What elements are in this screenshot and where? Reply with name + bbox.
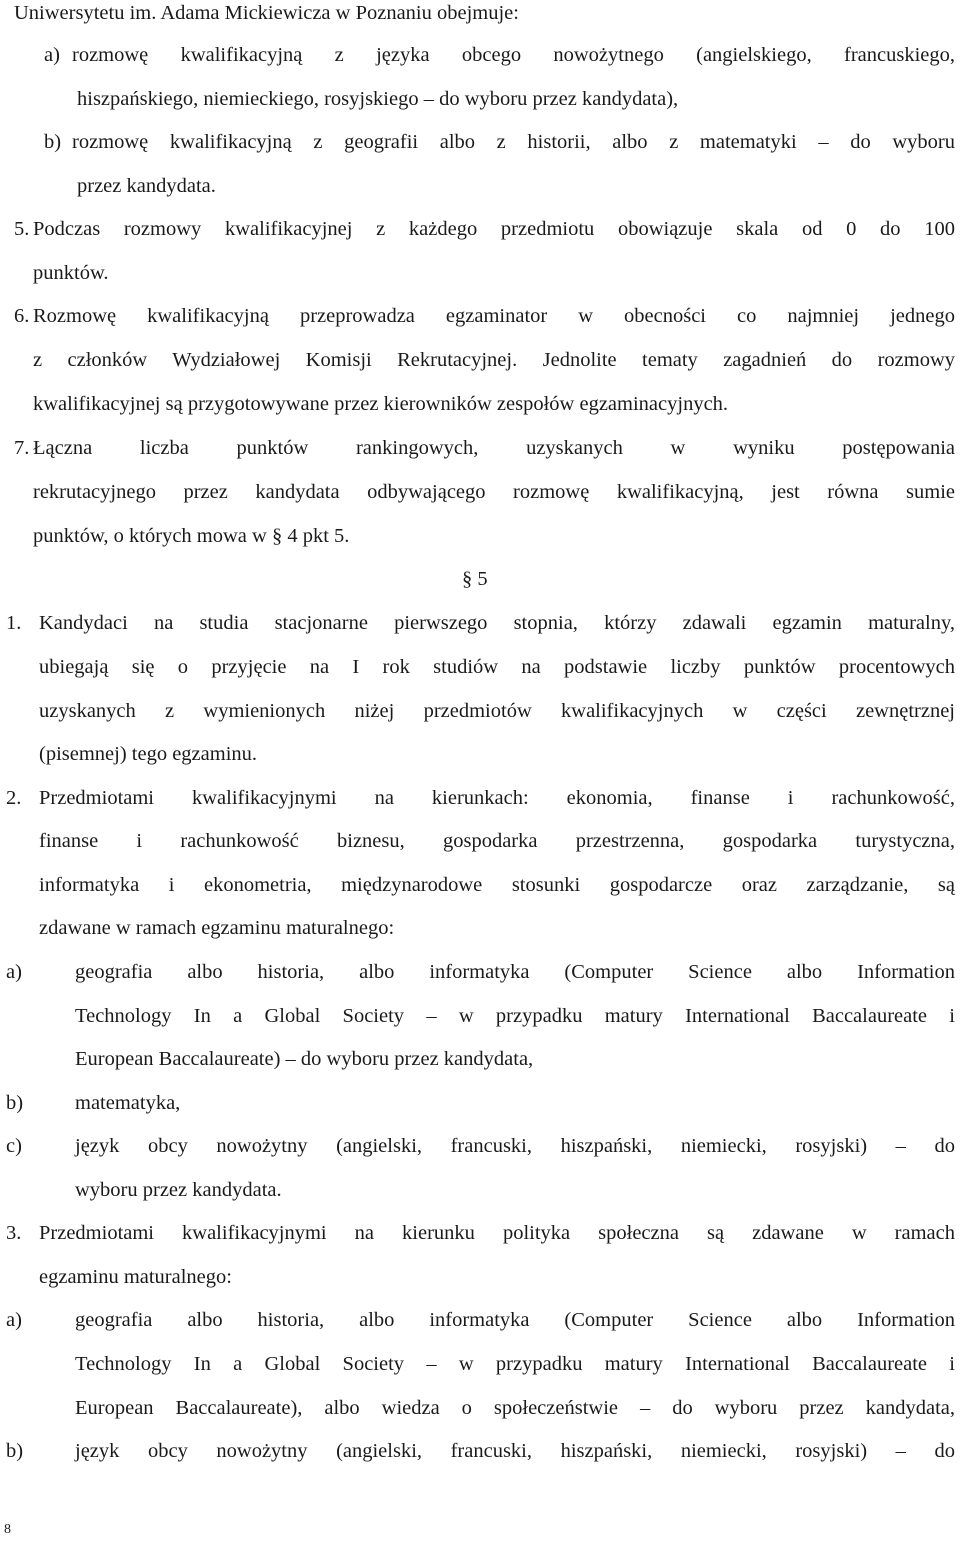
item-text-line: wyboru przez kandydata. (75, 1179, 282, 1201)
item-text-line: język obcy nowożytny (angielski, francuski, hiszpański, niemiecki, rosyjski) – do (75, 1135, 955, 1157)
item-text-line: język obcy nowożytny (angielski, francuski, hiszpański, niemiecki, rosyjski) – do (75, 1440, 955, 1462)
point-text-line: punktów, o których mowa w § 4 pkt 5. (33, 525, 350, 547)
item-label: a) (44, 44, 60, 66)
item-text-line: rozmowę kwalifikacyjną z geografii albo z historii, albo z matematyki – do wyboru (72, 131, 955, 153)
point-text-line: finanse i rachunkowość biznesu, gospodarka przestrzenna, gospodarka turystyczna, (39, 830, 955, 852)
point-text-line: ubiegają się o przyjęcie na I rok studiów na podstawie liczby punktów procentowych (39, 656, 955, 678)
point-text-line: Przedmiotami kwalifikacyjnymi na kierunku polityka społeczna są zdawane w ramach (39, 1222, 955, 1244)
item-text-line: geografia albo historia, albo informatyka (Computer Science albo Information (75, 961, 955, 983)
intro-line: Uniwersytetu im. Adama Mickiewicza w Poznaniu obejmuje: (14, 2, 519, 24)
page-number: 8 (4, 1522, 11, 1537)
point-text-line: Przedmiotami kwalifikacyjnymi na kierunkach: ekonomia, finanse i rachunkowość, (39, 787, 955, 809)
point-text-line: uzyskanych z wymienionych niżej przedmiotów kwalifikacyjnych w części zewnętrznej (39, 700, 955, 722)
point-text-line: zdawane w ramach egzaminu maturalnego: (39, 917, 395, 939)
item-text-line: matematyka, (75, 1092, 181, 1114)
item-label: a) (6, 961, 22, 983)
point-text-line: Rozmowę kwalifikacyjną przeprowadza egzaminator w obecności co najmniej jednego (33, 305, 955, 327)
item-text-line: European Baccalaureate), albo wiedza o społeczeństwie – do wyboru przez kandydata, (75, 1397, 955, 1419)
point-text-line: rekrutacyjnego przez kandydata odbywającego rozmowę kwalifikacyjną, jest równa sumie (33, 481, 955, 503)
point-label: 6. (14, 305, 30, 327)
item-text-line: European Baccalaureate) – do wyboru przez kandydata, (75, 1048, 534, 1070)
item-text-line: hiszpańskiego, niemieckiego, rosyjskiego – do wyboru przez kandydata), (77, 88, 679, 110)
point-text-line: Kandydaci na studia stacjonarne pierwszego stopnia, którzy zdawali egzamin maturalny, (39, 612, 955, 634)
item-text-line: przez kandydata. (77, 175, 216, 197)
point-label: 1. (6, 612, 22, 634)
point-text-line: punktów. (33, 262, 109, 284)
point-text-line: egzaminu maturalnego: (39, 1266, 232, 1288)
section-heading: § 5 (462, 568, 488, 590)
point-text-line: (pisemnej) tego egzaminu. (39, 743, 258, 765)
point-text-line: informatyka i ekonometria, międzynarodowe stosunki gospodarcze oraz zarządzanie, są (39, 874, 955, 896)
item-label: c) (6, 1135, 22, 1157)
point-label: 2. (6, 787, 22, 809)
item-label: b) (44, 131, 62, 153)
point-label: 3. (6, 1222, 22, 1244)
item-text-line: geografia albo historia, albo informatyka (Computer Science albo Information (75, 1309, 955, 1331)
point-text-line: z członków Wydziałowej Komisji Rekrutacyjnej. Jednolite tematy zagadnień do rozmowy (33, 349, 955, 371)
item-label: b) (6, 1092, 24, 1114)
point-text-line: Łączna liczba punktów rankingowych, uzyskanych w wyniku postępowania (33, 437, 955, 459)
item-text-line: Technology In a Global Society – w przypadku matury International Baccalaureate i (75, 1005, 955, 1027)
point-text-line: Podczas rozmowy kwalifikacyjnej z każdego przedmiotu obowiązuje skala od 0 do 100 (33, 218, 955, 240)
point-label: 7. (14, 437, 30, 459)
point-label: 5. (14, 218, 30, 240)
item-text-line: Technology In a Global Society – w przypadku matury International Baccalaureate i (75, 1353, 955, 1375)
item-text-line: rozmowę kwalifikacyjną z języka obcego nowożytnego (angielskiego, francuskiego, (72, 44, 955, 66)
point-text-line: kwalifikacyjnej są przygotowywane przez kierowników zespołów egzaminacyjnych. (33, 393, 729, 415)
item-label: a) (6, 1309, 22, 1331)
item-label: b) (6, 1440, 24, 1462)
